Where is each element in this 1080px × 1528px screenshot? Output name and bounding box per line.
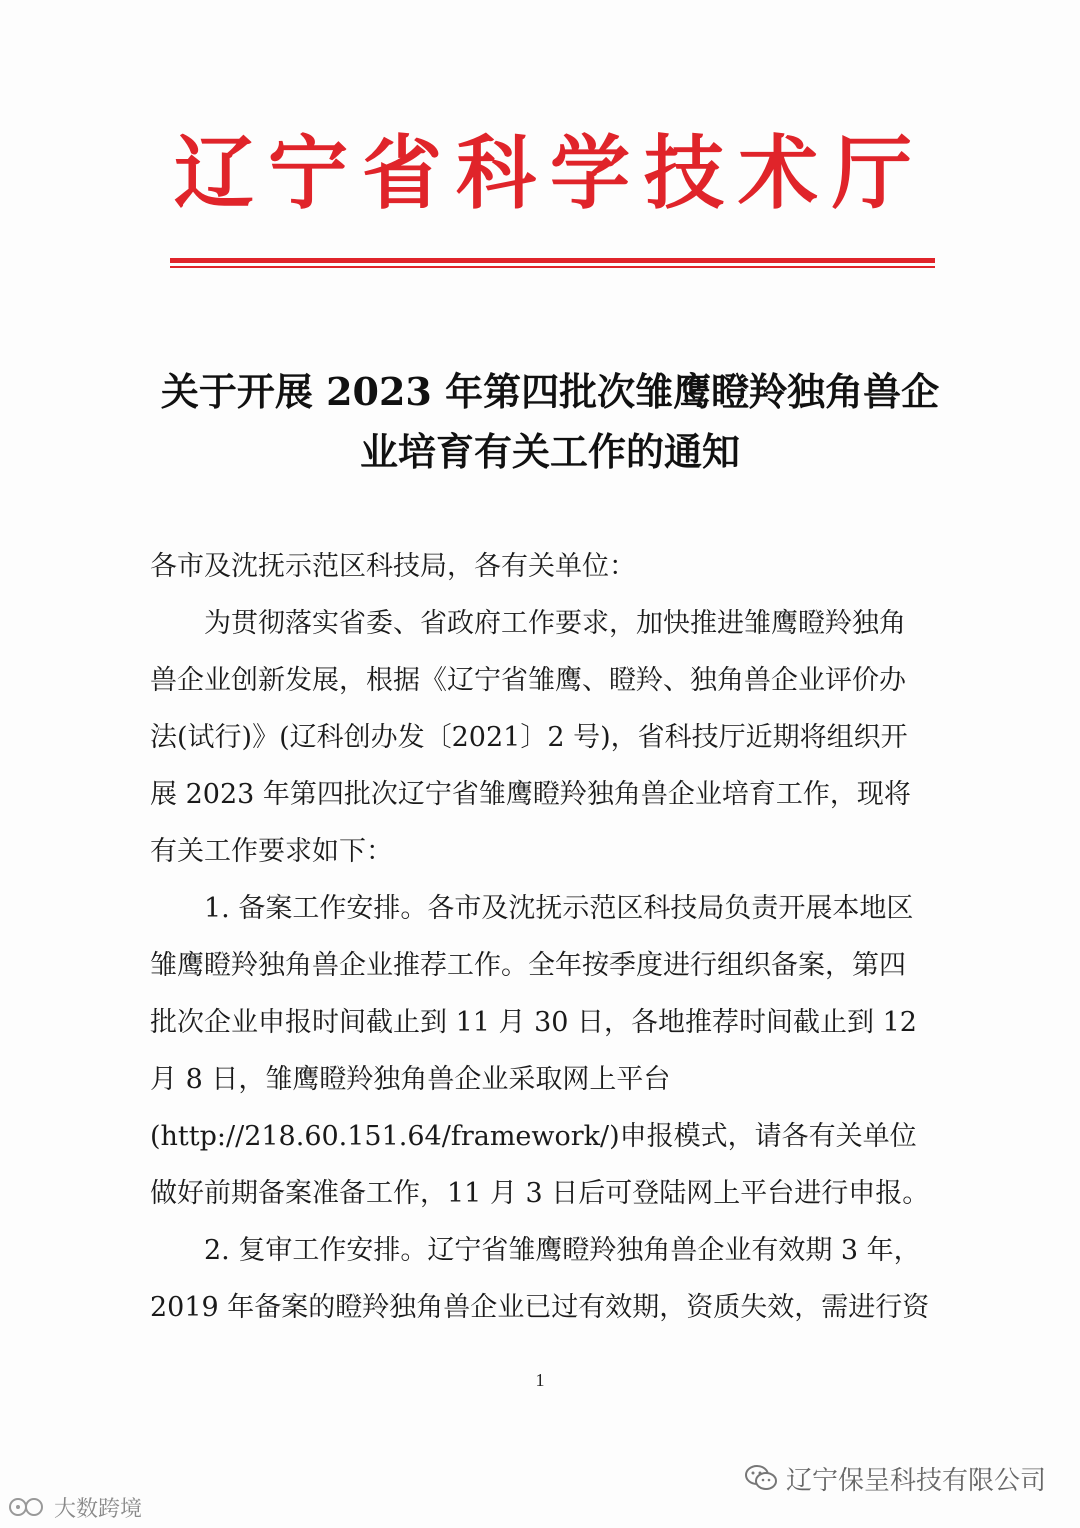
body-line: 为贯彻落实省委、省政府工作要求，加快推进雏鹰瞪羚独角 [204, 608, 906, 639]
watermark-account-name: 辽宁保呈科技有限公司 [785, 1465, 1046, 1496]
body-line: 2019 年备案的瞪羚独角兽企业已过有效期，资质失效，需进行资 [150, 1292, 930, 1323]
body-line: 批次企业申报时间截止到 11 月 30 日，各地推荐时间截止到 12 [150, 1007, 917, 1038]
document-title [150, 362, 950, 482]
title-line-1: 关于开展 2023 年第四批次雏鹰瞪羚独角兽企 [160, 369, 940, 414]
body-salutation: 各市及沈抚示范区科技局，各有关单位： [150, 551, 636, 582]
body-line: 展 2023 年第四批次辽宁省雏鹰瞪羚独角兽企业培育工作，现将 [150, 779, 911, 810]
logo-icon [8, 1496, 48, 1518]
body-line-url: (http://218.60.151.64/framework/)申报模式，请各有关单位 [150, 1121, 917, 1152]
body-line: 法(试行)》(辽科创办发〔2021〕2 号)，省科技厅近期将组织开 [150, 722, 908, 753]
title-line-2: 业培育有关工作的通知 [359, 429, 740, 474]
body-line: 月 8 日，雏鹰瞪羚独角兽企业采取网上平台 [150, 1064, 671, 1095]
letterhead-rule-thick [170, 258, 935, 263]
body-line: 兽企业创新发展，根据《辽宁省雏鹰、瞪羚、独角兽企业评价办 [150, 665, 906, 696]
letterhead-rule-thin [170, 266, 935, 268]
letterhead-issuer: 辽宁省科学技术厅 [174, 126, 926, 220]
watermark-source [8, 1492, 142, 1522]
body-line: 做好前期备案准备工作，11 月 3 日后可登陆网上平台进行申报。 [150, 1178, 930, 1209]
body-line: 雏鹰瞪羚独角兽企业推荐工作。全年按季度进行组织备案，第四 [150, 950, 906, 981]
body-line: 1. 备案工作安排。各市及沈抚示范区科技局负责开展本地区 [204, 893, 914, 924]
page-number: 1 [535, 1370, 545, 1390]
document-body [150, 538, 960, 1336]
body-line: 2. 复审工作安排。辽宁省雏鹰瞪羚独角兽企业有效期 3 年， [204, 1235, 921, 1266]
wechat-icon [744, 1463, 778, 1493]
body-line: 有关工作要求如下： [150, 836, 393, 867]
watermark-source-name: 大数跨境 [54, 1496, 143, 1522]
watermark-account [744, 1458, 1046, 1498]
